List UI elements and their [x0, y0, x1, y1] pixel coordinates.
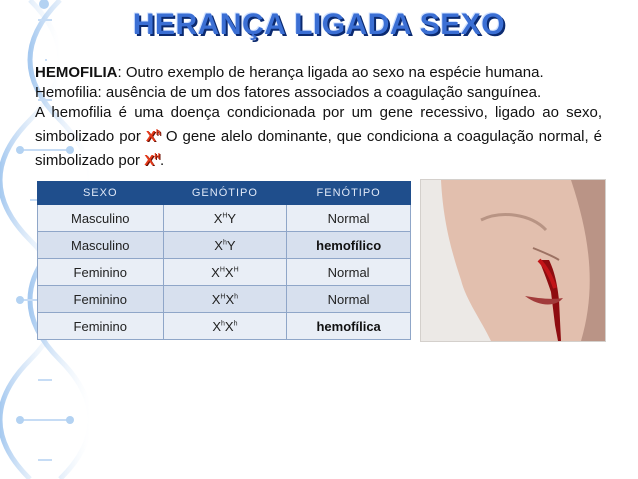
recessive-allele-symbol: $X^h$: [145, 128, 161, 145]
cell-sexo: Feminino: [38, 259, 164, 286]
cell-genotipo: $X^HX^H$: [163, 259, 287, 286]
intro-text: [35, 63, 602, 171]
table-row: [38, 232, 411, 259]
cell-fenotipo: hemofílica: [287, 313, 411, 340]
cell-genotipo: $X^hY$: [163, 232, 287, 259]
dominant-allele-symbol: $X^H$: [144, 152, 161, 169]
bleeding-nose-photo: [420, 179, 606, 342]
hemofilia-term: HEMOFILIA: [35, 64, 118, 81]
table-header-row: [38, 182, 411, 205]
intro-line-2: Hemofilia: ausência de um dos fatores associados a coagulação sanguínea.: [35, 84, 542, 101]
table-row: [38, 313, 411, 340]
cell-fenotipo: hemofílico: [287, 232, 411, 259]
header-sexo: SEXO: [38, 182, 164, 205]
cell-fenotipo: Normal: [287, 259, 411, 286]
table-row: [38, 205, 411, 232]
cell-sexo: Feminino: [38, 313, 164, 340]
cell-sexo: Masculino: [38, 205, 164, 232]
cell-fenotipo: Normal: [287, 205, 411, 232]
header-genotipo: GENÓTIPO: [163, 182, 287, 205]
page-title: HERANÇA LIGADA SEXO: [132, 8, 506, 41]
table-row: [38, 259, 411, 286]
cell-fenotipo: Normal: [287, 286, 411, 313]
photo-illustration: [421, 180, 605, 341]
table-row: [38, 286, 411, 313]
intro-line-1: HEMOFILIA: Outro exemplo de herança ligada ao sexo na espécie humana.: [35, 64, 544, 81]
cell-genotipo: $X^HY$: [163, 205, 287, 232]
cell-genotipo: $X^hX^h$: [163, 313, 287, 340]
header-fenotipo: FENÓTIPO: [287, 182, 411, 205]
genotype-table: [37, 181, 411, 340]
intro-line-3: A hemofilia é uma doença condicionada por um gene recessivo, ligado ao sexo, simbolizado por $X^h$ O gene alelo dominante, que condiciona a coagulação normal, é simbolizado por $X^H$.: [35, 104, 603, 169]
cell-genotipo: $X^HX^h$: [163, 286, 287, 313]
cell-sexo: Masculino: [38, 232, 164, 259]
cell-sexo: Feminino: [38, 286, 164, 313]
